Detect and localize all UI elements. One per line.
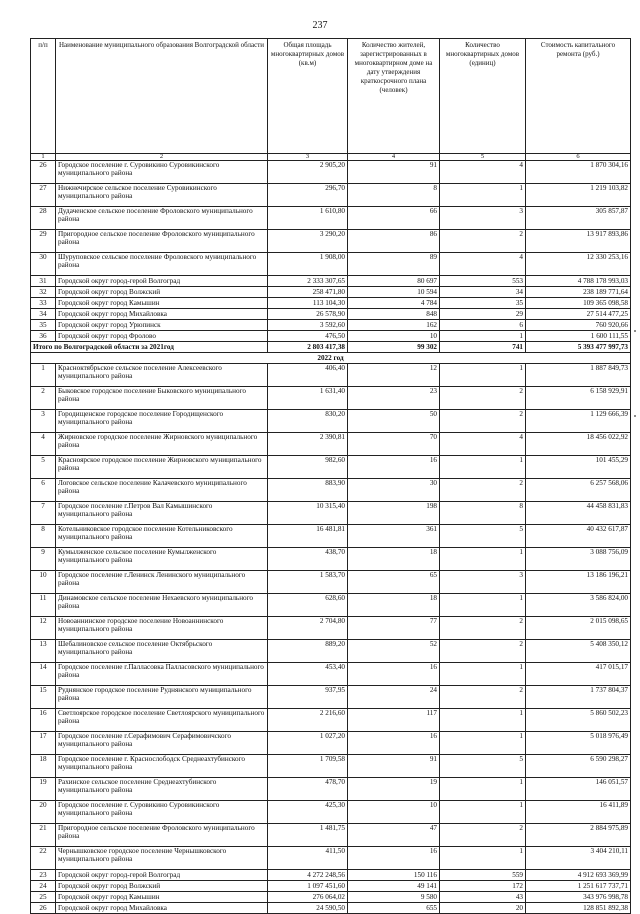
table-row [31,410,631,433]
residents-value: 18 [348,594,440,617]
houses-value: 1 [440,801,526,824]
area-value: 982,60 [268,456,348,479]
row-number: 35 [31,320,56,331]
table-row [31,870,631,881]
houses-value: 6 [440,320,526,331]
area-value: 830,20 [268,410,348,433]
residents-value: 50 [348,410,440,433]
cost-value: 238 189 771,64 [526,287,631,298]
row-number: 17 [31,732,56,755]
municipality-name: Городское поселение г. Суровикино Суровикинского муниципального района [56,161,268,184]
residents-value: 150 116 [348,870,440,881]
row-number: 18 [31,755,56,778]
residents-value: 23 [348,387,440,410]
municipality-name: Городской округ город Камышин [56,298,268,309]
table-row [31,287,631,298]
cost-value: 760 920,66 [526,320,631,331]
houses-value: 4 [440,161,526,184]
municipality-name: Городское поселение г.Серафимович Серафимовичского муниципального района [56,732,268,755]
row-number: 30 [31,253,56,276]
column-number: 4 [348,154,440,161]
cost-value: 13 917 893,86 [526,230,631,253]
year-2022-label: 2022 год [31,353,631,364]
area-value: 2 333 307,65 [268,276,348,287]
houses-value: 2 [440,824,526,847]
municipality-name: Жирновское городское поселение Жирновского муниципального района [56,433,268,456]
houses-value: 4 [440,253,526,276]
cost-value: 1 219 103,82 [526,184,631,207]
total-residents: 99 302 [348,342,440,353]
residents-value: 66 [348,207,440,230]
cost-value: 5 018 976,49 [526,732,631,755]
cost-value: 6 158 929,91 [526,387,631,410]
houses-value: 2 [440,479,526,502]
page-number: 237 [312,20,328,31]
area-value: 476,50 [268,331,348,342]
municipality-name: Шебалиновское сельское поселение Октябрьского муниципального района [56,640,268,663]
header-municipality: Наименование муниципального образования Волгоградской области [56,39,268,154]
residents-value: 91 [348,161,440,184]
area-value: 889,20 [268,640,348,663]
area-value: 3 290,20 [268,230,348,253]
municipality-name: Городское поселение г.Ленинск Ленинского муниципального района [56,571,268,594]
area-value: 258 471,80 [268,287,348,298]
houses-value: 8 [440,502,526,525]
cost-value: 417 015,17 [526,663,631,686]
cost-value: 4 788 178 993,03 [526,276,631,287]
area-value: 1 908,00 [268,253,348,276]
residents-value: 24 [348,686,440,709]
table-row [31,433,631,456]
residents-value: 8 [348,184,440,207]
total-row-2021 [31,342,631,353]
cost-value: 2 015 098,65 [526,617,631,640]
row-number: 32 [31,287,56,298]
table-row [31,387,631,410]
row-number: 16 [31,709,56,732]
municipality-name: Городской округ город Волжский [56,881,268,892]
table-row [31,778,631,801]
area-value: 2 216,60 [268,709,348,732]
houses-value: 20 [440,903,526,914]
municipality-name: Красноктябрьское сельское поселение Алексеевского муниципального района [56,364,268,387]
table-row [31,903,631,914]
row-number: 23 [31,870,56,881]
houses-value: 29 [440,309,526,320]
residents-value: 77 [348,617,440,640]
scan-speck [634,415,636,417]
area-value: 453,40 [268,663,348,686]
table-row [31,207,631,230]
table-row [31,253,631,276]
residents-value: 848 [348,309,440,320]
header-area: Общая площадь многоквартирных домов (кв.м) [268,39,348,154]
area-value: 2 390,81 [268,433,348,456]
municipality-name: Красноярское городское поселение Жирновского муниципального района [56,456,268,479]
row-number: 26 [31,903,56,914]
area-value: 628,60 [268,594,348,617]
houses-value: 1 [440,364,526,387]
residents-value: 10 [348,801,440,824]
cost-value: 2 884 975,89 [526,824,631,847]
column-number: 3 [268,154,348,161]
houses-value: 5 [440,525,526,548]
residents-value: 80 697 [348,276,440,287]
row-number: 1 [31,364,56,387]
municipality-name: Городское поселение г.Палласовка Палласовского муниципального района [56,663,268,686]
residents-value: 117 [348,709,440,732]
residents-value: 198 [348,502,440,525]
houses-value: 2 [440,617,526,640]
cost-value: 4 912 693 369,99 [526,870,631,881]
houses-value: 1 [440,778,526,801]
cost-value: 1 737 804,37 [526,686,631,709]
residents-value: 86 [348,230,440,253]
row-number: 10 [31,571,56,594]
cost-value: 1 887 849,73 [526,364,631,387]
municipality-name: Городской округ город-герой Волгоград [56,870,268,881]
cost-value: 1 129 666,39 [526,410,631,433]
table-row [31,456,631,479]
houses-value: 2 [440,387,526,410]
municipality-name: Руднянское городское поселение Руднянского муниципального района [56,686,268,709]
residents-value: 16 [348,456,440,479]
row-number: 12 [31,617,56,640]
row-number: 36 [31,331,56,342]
header-houses: Количество многоквартирных домов (единиц) [440,39,526,154]
table-body [31,161,631,914]
table-row [31,276,631,287]
area-value: 3 592,60 [268,320,348,331]
row-number: 11 [31,594,56,617]
scan-speck [634,330,636,332]
table-row [31,801,631,824]
capital-repair-table [30,38,631,914]
column-number: 1 [31,154,56,161]
header-cost: Стоимость капитального ремонта (руб.) [526,39,631,154]
cost-value: 5 408 350,12 [526,640,631,663]
table-row [31,732,631,755]
residents-value: 52 [348,640,440,663]
municipality-name: Городской округ город Урюпинск [56,320,268,331]
cost-value: 40 432 617,87 [526,525,631,548]
residents-value: 91 [348,755,440,778]
residents-value: 47 [348,824,440,847]
cost-value: 16 411,89 [526,801,631,824]
municipality-name: Светлоярское городское поселение Светлоярского муниципального района [56,709,268,732]
row-number: 8 [31,525,56,548]
residents-value: 162 [348,320,440,331]
row-number: 3 [31,410,56,433]
table-row [31,479,631,502]
total-area: 2 803 417,38 [268,342,348,353]
row-number: 2 [31,387,56,410]
cost-value: 1 870 304,16 [526,161,631,184]
cost-value: 3 586 824,00 [526,594,631,617]
table-row [31,525,631,548]
total-cost: 5 393 477 997,73 [526,342,631,353]
houses-value: 2 [440,640,526,663]
row-number: 28 [31,207,56,230]
houses-value: 34 [440,287,526,298]
table-row [31,594,631,617]
residents-value: 10 594 [348,287,440,298]
municipality-name: Городской округ город Камышин [56,892,268,903]
residents-value: 655 [348,903,440,914]
municipality-name: Пригородное сельское поселение Фроловского муниципального района [56,824,268,847]
municipality-name: Новоаннинское городское поселение Новоаннинского муниципального района [56,617,268,640]
area-value: 425,30 [268,801,348,824]
cost-value: 27 514 477,25 [526,309,631,320]
residents-value: 49 141 [348,881,440,892]
table-row [31,331,631,342]
houses-value: 1 [440,663,526,686]
table-row [31,755,631,778]
row-number: 22 [31,847,56,870]
municipality-name: Чернышковское городское поселение Чернышковского муниципального района [56,847,268,870]
row-number: 24 [31,881,56,892]
table-row [31,571,631,594]
year-2022-row [31,353,631,364]
houses-value: 1 [440,709,526,732]
municipality-name: Нижнечирское сельское поселение Суровикинского муниципального района [56,184,268,207]
houses-value: 2 [440,410,526,433]
row-number: 15 [31,686,56,709]
cost-value: 5 860 502,23 [526,709,631,732]
area-value: 1 481,75 [268,824,348,847]
row-number: 7 [31,502,56,525]
cost-value: 12 330 253,16 [526,253,631,276]
table-row [31,309,631,320]
cost-value: 305 857,87 [526,207,631,230]
area-value: 113 104,30 [268,298,348,309]
cost-value: 6 590 298,27 [526,755,631,778]
residents-value: 89 [348,253,440,276]
row-number: 33 [31,298,56,309]
area-value: 1 709,58 [268,755,348,778]
houses-value: 1 [440,594,526,617]
residents-value: 16 [348,732,440,755]
table-row [31,686,631,709]
municipality-name: Городское поселение г. Краснослободск Среднеахтубинского муниципального района [56,755,268,778]
houses-value: 1 [440,456,526,479]
table-row [31,847,631,870]
column-number: 6 [526,154,631,161]
table-row [31,640,631,663]
houses-value: 3 [440,207,526,230]
table-row [31,298,631,309]
municipality-name: Шуруповское сельское поселение Фроловского муниципального района [56,253,268,276]
area-value: 411,50 [268,847,348,870]
houses-value: 3 [440,571,526,594]
municipality-name: Городищенское городское поселение Городищенского муниципального района [56,410,268,433]
cost-value: 146 051,57 [526,778,631,801]
area-value: 937,95 [268,686,348,709]
houses-value: 35 [440,298,526,309]
table-row [31,320,631,331]
municipality-name: Городской округ город Михайловка [56,309,268,320]
houses-value: 559 [440,870,526,881]
houses-value: 1 [440,184,526,207]
header-row [31,39,631,154]
total-label: Итого по Волгоградской области за 2021год [31,342,268,353]
cost-value: 18 456 022,92 [526,433,631,456]
area-value: 24 590,50 [268,903,348,914]
cost-value: 1 251 617 737,71 [526,881,631,892]
houses-value: 5 [440,755,526,778]
houses-value: 43 [440,892,526,903]
table-row [31,230,631,253]
municipality-name: Котельниковское городское поселение Котельниковского муниципального района [56,525,268,548]
municipality-name: Быковское городское поселение Быковского муниципального района [56,387,268,410]
residents-value: 70 [348,433,440,456]
area-value: 1 097 451,60 [268,881,348,892]
row-number: 31 [31,276,56,287]
residents-value: 30 [348,479,440,502]
area-value: 10 315,40 [268,502,348,525]
municipality-name: Городской округ город Фролово [56,331,268,342]
houses-value: 172 [440,881,526,892]
residents-value: 16 [348,663,440,686]
area-value: 2 905,20 [268,161,348,184]
row-number: 27 [31,184,56,207]
table-row [31,663,631,686]
area-value: 16 481,81 [268,525,348,548]
header-residents: Количество жителей, зарегистрированных в многоквартирном доме на дату утверждения краткосрочного плана (человек) [348,39,440,154]
municipality-name: Городское поселение г. Суровикино Суровикинского муниципального района [56,801,268,824]
table-row [31,709,631,732]
table-row [31,184,631,207]
row-number: 19 [31,778,56,801]
row-number: 4 [31,433,56,456]
area-value: 438,70 [268,548,348,571]
row-number: 21 [31,824,56,847]
houses-value: 2 [440,230,526,253]
row-number: 34 [31,309,56,320]
table-row [31,881,631,892]
residents-value: 18 [348,548,440,571]
cost-value: 44 458 831,83 [526,502,631,525]
area-value: 406,40 [268,364,348,387]
row-number: 9 [31,548,56,571]
table-row [31,502,631,525]
table-row [31,892,631,903]
column-number: 2 [56,154,268,161]
residents-value: 361 [348,525,440,548]
residents-value: 19 [348,778,440,801]
cost-value: 128 851 892,38 [526,903,631,914]
cost-value: 6 257 568,06 [526,479,631,502]
cost-value: 13 186 196,21 [526,571,631,594]
table-row [31,548,631,571]
cost-value: 101 455,29 [526,456,631,479]
municipality-name: Городское поселение г.Петров Вал Камышинского муниципального района [56,502,268,525]
houses-value: 1 [440,847,526,870]
residents-value: 10 [348,331,440,342]
area-value: 26 578,90 [268,309,348,320]
municipality-name: Динамовское сельское поселение Нехаевского муниципального района [56,594,268,617]
municipality-name: Городской округ город Михайловка [56,903,268,914]
row-number: 6 [31,479,56,502]
houses-value: 1 [440,548,526,571]
row-number: 29 [31,230,56,253]
row-number: 5 [31,456,56,479]
houses-value: 553 [440,276,526,287]
area-value: 478,70 [268,778,348,801]
municipality-name: Городской округ город-герой Волгоград [56,276,268,287]
houses-value: 1 [440,331,526,342]
table-row [31,617,631,640]
area-value: 276 064,02 [268,892,348,903]
row-number: 14 [31,663,56,686]
row-number: 26 [31,161,56,184]
cost-value: 3 088 756,09 [526,548,631,571]
cost-value: 3 404 210,11 [526,847,631,870]
table-row [31,364,631,387]
houses-value: 2 [440,686,526,709]
area-value: 2 704,80 [268,617,348,640]
area-value: 1 631,40 [268,387,348,410]
municipality-name: Городской округ город Волжский [56,287,268,298]
total-houses: 741 [440,342,526,353]
municipality-name: Дудаченское сельское поселение Фроловского муниципального района [56,207,268,230]
row-number: 20 [31,801,56,824]
municipality-name: Логовское сельское поселение Калачевского муниципального района [56,479,268,502]
area-value: 1 610,80 [268,207,348,230]
column-number-row [31,154,631,161]
municipality-name: Рахинское сельское поселение Среднеахтубинского муниципального района [56,778,268,801]
houses-value: 1 [440,732,526,755]
cost-value: 1 600 111,55 [526,331,631,342]
column-number: 5 [440,154,526,161]
header-number: п/п [31,39,56,154]
area-value: 1 027,20 [268,732,348,755]
table-header [31,39,631,161]
area-value: 296,70 [268,184,348,207]
row-number: 25 [31,892,56,903]
row-number: 13 [31,640,56,663]
area-value: 4 272 248,56 [268,870,348,881]
residents-value: 12 [348,364,440,387]
municipality-name: Пригородное сельское поселение Фроловского муниципального района [56,230,268,253]
area-value: 1 583,70 [268,571,348,594]
area-value: 883,90 [268,479,348,502]
table-row [31,161,631,184]
cost-value: 343 976 998,78 [526,892,631,903]
residents-value: 16 [348,847,440,870]
residents-value: 4 784 [348,298,440,309]
houses-value: 4 [440,433,526,456]
cost-value: 109 365 098,58 [526,298,631,309]
residents-value: 65 [348,571,440,594]
table-row [31,824,631,847]
municipality-name: Кумылженское сельское поселение Кумылженского муниципального района [56,548,268,571]
residents-value: 9 580 [348,892,440,903]
